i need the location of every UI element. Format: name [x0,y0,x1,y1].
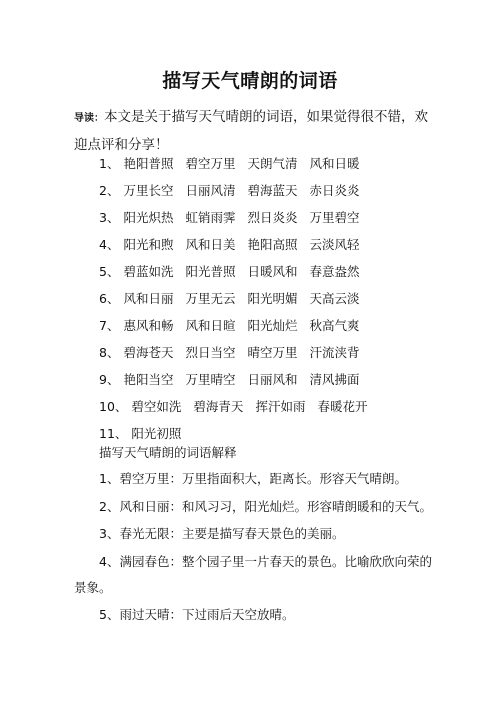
list-item [99,339,479,366]
word-term: 春暖花开 [317,399,368,414]
list-item [99,150,479,177]
word-term: 晴空万里 [247,345,298,360]
word-term: 万里无云 [185,291,236,306]
word-term: 艳阳普照 [123,156,174,171]
word-term: 秋高气爽 [309,318,360,333]
word-term: 云淡风轻 [309,237,360,252]
word-term: 阳光灿烂 [247,318,298,333]
explanation-item: 2、风和日丽：和风习习，阳光灿烂。形容晴朗暖和的天气。 [99,498,432,514]
list-item [99,177,479,204]
word-term: 日暖风和 [247,264,298,279]
word-term: 虹销雨霁 [185,210,236,225]
word-term: 碧海蓝天 [247,183,298,198]
list-item [99,312,479,339]
word-term: 清风拂面 [309,372,360,387]
word-term: 烈日当空 [185,345,236,360]
word-term: 碧海苍天 [123,345,174,360]
word-term: 阳光和煦 [123,237,174,252]
word-term: 艳阳当空 [123,372,174,387]
word-term: 风和日暄 [185,318,236,333]
list-item [99,231,479,258]
list-item-number: 8、 [99,345,120,360]
list-item [99,366,479,393]
word-term: 阳光炽热 [123,210,174,225]
word-term: 阳光初照 [131,426,182,441]
list-item [99,285,479,312]
word-term: 日丽风和 [247,372,298,387]
list-item-number: 4、 [99,237,120,252]
list-item-number: 2、 [99,183,120,198]
list-item-number: 10、 [99,399,128,414]
word-term: 碧海青天 [193,399,244,414]
word-term: 阳光明媚 [247,291,298,306]
word-term: 挥汗如雨 [255,399,306,414]
word-term: 万里长空 [123,183,174,198]
word-term: 艳阳高照 [247,237,298,252]
word-term: 春意盎然 [309,264,360,279]
word-term: 碧蓝如洗 [123,264,174,279]
word-term: 日丽风清 [185,183,236,198]
word-term: 惠风和畅 [123,318,174,333]
explanation-list [74,466,434,630]
explanation-item: 1、碧空万里：万里指面积大，距离长。形容天气晴朗。 [99,471,407,486]
list-item-number: 1、 [99,156,120,171]
word-term: 天朗气清 [247,156,298,171]
explanation-item: 4、满园春色：整个园子里一片春天的景色。比喻欣欣向荣的景象。 [74,553,432,595]
explanation-item: 3、春光无限：主要是描写春天景色的美丽。 [99,526,345,541]
word-term: 风和日丽 [123,291,174,306]
intro-text: 本文是关于描写天气晴朗的词语，如果觉得很不错，欢迎点评和分享！ [74,109,428,153]
list-item [99,393,479,420]
list-item-number: 6、 [99,291,120,306]
list-item-number: 9、 [99,372,120,387]
word-term: 赤日炎炎 [309,183,360,198]
word-list [99,150,479,447]
word-term: 汗流浃背 [309,345,360,360]
word-term: 碧空如洗 [131,399,182,414]
list-item-number: 7、 [99,318,120,333]
page-title: 描写天气晴朗的词语 [162,70,338,92]
word-term: 碧空万里 [185,156,236,171]
list-item [99,204,479,231]
list-item-number: 3、 [99,210,120,225]
intro-label: 导读： [74,113,104,124]
word-term: 风和日暖 [309,156,360,171]
explanation-item: 5、雨过天晴：下过雨后天空放晴。 [99,607,295,622]
list-item-number: 11、 [99,426,128,441]
list-item-number: 5、 [99,264,120,279]
explanation-heading: 描写天气晴朗的词语解释 [99,445,237,460]
word-term: 万里晴空 [185,372,236,387]
word-term: 烈日炎炎 [247,210,298,225]
word-term: 风和日美 [185,237,236,252]
word-term: 天高云淡 [309,291,360,306]
word-term: 万里碧空 [309,210,360,225]
word-term: 阳光普照 [185,264,236,279]
list-item [99,258,479,285]
